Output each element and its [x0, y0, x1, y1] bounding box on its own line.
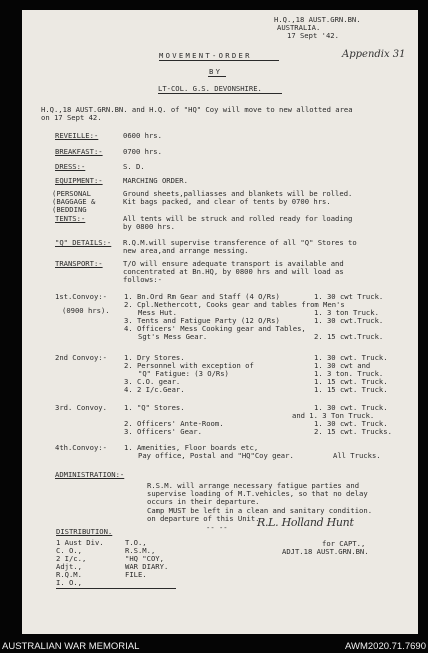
tents-label: TENTS:- — [55, 214, 86, 223]
intro-line-2: on 17 Sept 42. — [41, 113, 102, 122]
transport-text-1: T/O will ensure adequate transport is available and — [123, 259, 344, 268]
convoy1-item-2-transport: 1. 3 ton Truck. — [314, 308, 379, 317]
convoy3-item-2-transport: 1. 30 cwt. Truck. — [314, 419, 388, 428]
baggage-text-1: Ground sheets,palliasses and blankets will be rolled. — [123, 189, 353, 198]
administration-text-3: occurs in their departure. — [147, 497, 260, 506]
convoy3-item-3-transport: 2. 15 cwt. Trucks. — [314, 427, 392, 436]
footer-institution: AUSTRALIAN WAR MEMORIAL — [2, 641, 140, 652]
administration-text-4: Camp MUST be left in a clean and sanitary condition. — [147, 506, 373, 515]
convoy4-item-2-transport: All Trucks. — [333, 451, 381, 460]
convoy2-item-2b-transport: 1. 3 ton. Truck. — [314, 369, 384, 378]
distribution-left-6: I. O., — [56, 578, 82, 587]
q-details-label: "Q" DETAILS:- — [55, 238, 112, 247]
convoy2-item-2: 2. Personnel with exception of — [124, 361, 254, 370]
distribution-right-5: FILE. — [125, 570, 147, 579]
distribution-left-1: 1 Aust Div. — [56, 538, 104, 547]
convoy2-item-4: 4. 2 I/c.Gear. — [124, 385, 185, 394]
signature-capt: for CAPT., — [322, 539, 366, 548]
distribution-right-2: R.S.M., — [125, 546, 156, 555]
header-location: AUSTRALIA. — [277, 23, 321, 32]
title-by: BY — [209, 67, 223, 76]
title-officer: LT-COL. G.S. DEVONSHIRE. — [158, 84, 262, 93]
convoy2-item-1: 1. Dry Stores. — [124, 353, 185, 362]
convoy3-label: 3rd. Convoy. — [55, 403, 107, 412]
tents-text-1: All tents will be struck and rolled ready for loading — [123, 214, 353, 223]
convoy2-item-1-transport: 1. 30 cwt. Truck. — [314, 353, 388, 362]
convoy4-label: 4th.Convoy:- — [55, 443, 107, 452]
tents-text-2: by 0800 hrs. — [123, 222, 175, 231]
distribution-left-4: Adjt., — [56, 562, 82, 571]
title-underline-2 — [208, 76, 226, 77]
convoy1-item-2: 2. Cpl.Nethercott, Cooks gear and tables from Men's — [124, 300, 345, 309]
transport-label: TRANSPORT:- — [55, 259, 103, 268]
convoy1-label: 1st.Convoy:- — [55, 292, 107, 301]
convoy3-item-1-transport: 1. 30 cwt. Truck. — [314, 403, 388, 412]
convoy2-item-3-transport: 1. 15 cwt. Truck. — [314, 377, 388, 386]
convoy3-item-1: 1. "Q" Stores. — [124, 403, 185, 412]
distribution-right-4: WAR DIARY. — [125, 562, 169, 571]
transport-text-2: concentrated at Bn.HQ, by 0800 hrs and will load as — [123, 267, 344, 276]
intro-line-1: H.Q.,18 AUST.GRN.BN. and H.Q. of "HQ" Coy will move to new allotted area — [41, 105, 353, 114]
reveille-label: REVEILLE:- — [55, 131, 99, 140]
distribution-right-1: T.O., — [125, 538, 147, 547]
transport-text-3: follows:- — [123, 275, 162, 284]
convoy2-item-3: 3. C.O. gear. — [124, 377, 181, 386]
equipment-value: MARCHING ORDER. — [123, 176, 188, 185]
administration-label: ADMINISTRATION:- — [55, 470, 125, 479]
breakfast-value: 0700 hrs. — [123, 147, 162, 156]
convoy3-item-3: 3. Officers' Gear. — [124, 427, 202, 436]
convoy2-item-4-transport: 1. 15 cwt. Truck. — [314, 385, 388, 394]
appendix-note: Appendix 31 — [342, 49, 406, 60]
signature-handwritten: R.L. Holland Hunt — [257, 516, 354, 529]
title-underline-1 — [159, 60, 279, 61]
convoy1-item-4-transport: 2. 15 cwt.Truck. — [314, 332, 384, 341]
q-details-text-2: new area,and arrange messing. — [123, 246, 249, 255]
distribution-left-3: 2 I/c., — [56, 554, 87, 563]
reveille-value: 0600 hrs. — [123, 131, 162, 140]
convoy1-item-1: 1. Bn.Ord Rm Gear and Staff (4 O/Rs) — [124, 292, 280, 301]
header-date: 17 Sept '42. — [287, 31, 339, 40]
distribution-right-3: "HQ "COY, — [125, 554, 164, 563]
administration-separator: -- -- — [206, 523, 228, 532]
convoy2-item-2b: "Q" Fatigue: (3 O/Rs) — [138, 369, 229, 378]
title-movement-order: MOVEMENT-ORDER — [159, 51, 252, 60]
convoy1-item-4b: Sgt's Mess Gear. — [138, 332, 208, 341]
convoy2-label: 2nd Convoy:- — [55, 353, 107, 362]
distribution-label: DISTRIBUTION. — [56, 527, 113, 536]
convoy2-item-2-transport: 1. 30 cwt and — [314, 361, 371, 370]
baggage-label-2: (BAGGAGE & — [52, 197, 96, 206]
baggage-label-3: (BEDDING — [52, 205, 87, 214]
convoy4-item-2: Pay office, Postal and "HQ"Coy gear. — [138, 451, 294, 460]
convoy1-item-1-transport: 1. 30 cwt Truck. — [314, 292, 384, 301]
convoy1-time: (0900 hrs). — [62, 306, 110, 315]
document-page — [22, 10, 418, 634]
dress-value: S. D. — [123, 162, 145, 171]
distribution-underline — [56, 588, 176, 589]
baggage-text-2: Kit bags packed, and clear of tents by 0700 hrs. — [123, 197, 331, 206]
breakfast-label: BREAKFAST:- — [55, 147, 103, 156]
administration-text-2: supervise loading of M.T.vehicles, so that no delay — [147, 489, 368, 498]
signature-title: ADJT.18 AUST.GRN.BN. — [282, 547, 369, 556]
convoy1-item-3: 3. Tents and Fatigue Party (12 O/Rs) — [124, 316, 280, 325]
administration-text-1: R.S.M. will arrange necessary fatigue parties and — [147, 481, 360, 490]
footer-accession-number: AWM2020.71.7690 — [345, 641, 426, 652]
distribution-left-5: R.Q.M. — [56, 570, 82, 579]
distribution-left-2: C. O., — [56, 546, 82, 555]
header-unit: H.Q.,18 AUST.GRN.BN. — [274, 15, 361, 24]
archive-footer — [0, 640, 428, 653]
administration-text-5: on departure of this Unit. — [147, 514, 260, 523]
convoy1-item-4: 4. Officers' Mess Cooking gear and Tables, — [124, 324, 306, 333]
convoy3-item-2: 2. Officers' Ante-Room. — [124, 419, 224, 428]
convoy4-item-1: 1. Amenities, Floor boards etc, — [124, 443, 259, 452]
title-underline-3 — [158, 93, 282, 94]
convoy1-item-2b: Mess Hut. — [138, 308, 177, 317]
q-details-text-1: R.Q.M.will supervise transference of all "Q" Stores to — [123, 238, 357, 247]
dress-label: DRESS:- — [55, 162, 86, 171]
baggage-label-1: (PERSONAL — [52, 189, 91, 198]
convoy1-item-3-transport: 1. 30 cwt.Truck. — [314, 316, 384, 325]
equipment-label: EQUIPMENT:- — [55, 176, 103, 185]
convoy3-item-1b-transport: and 1. 3 Ton Truck. — [292, 411, 375, 420]
